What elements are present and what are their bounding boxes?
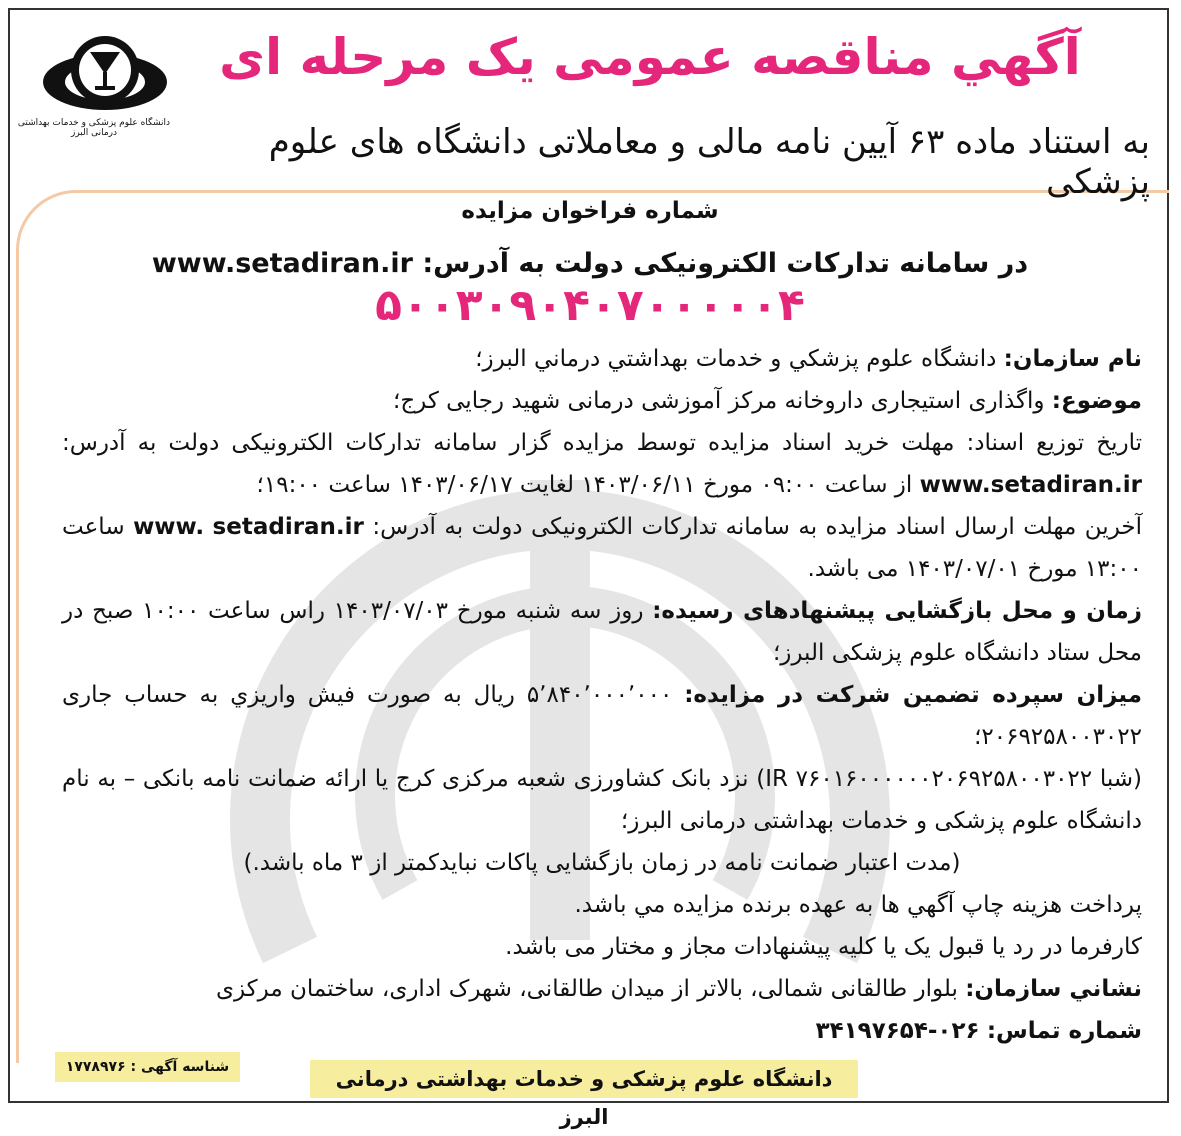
phone-line — [62, 1010, 1142, 1052]
distribution-suffix: از ساعت ۰۹:۰۰ مورخ ۱۴۰۳/۰۶/۱۱ لغایت ۱۴۰۳/۰۶/۱۷ ساعت ۱۹:۰۰؛ — [256, 472, 913, 498]
call-heading: شماره فراخوان مزایده — [461, 198, 719, 224]
system-line — [150, 248, 1030, 279]
phone-label: شماره تماس: — [986, 1018, 1142, 1044]
address-line — [62, 968, 1142, 1010]
subject-value: واگذاری استیجاری داروخانه مرکز آموزشی درمانی شهید رجایی کرج؛ — [393, 388, 1045, 414]
opening-label: زمان و محل بازگشایی پیشنهادهای رسیده: — [652, 598, 1143, 624]
footer-org-name: دانشگاه علوم پزشکی و خدمات بهداشتی درمانی البرز — [310, 1060, 858, 1098]
distribution-line — [62, 422, 1142, 506]
deadline-text: آخرین مهلت ارسال اسناد مزایده به سامانه تدارکات الکترونیکی دولت به آدرس: — [372, 514, 1143, 540]
employer-line: کارفرما در رد یا قبول یک یا کلیه پیشنهادات مجاز و مختار می باشد. — [505, 934, 1142, 960]
subject-label: موضوع: — [1051, 388, 1142, 414]
deposit-value: ۵٬۸۴۰٬۰۰۰٬۰۰۰ ریال به صورت فیش واریزي به حساب جاری ۲۰۶۹۲۵۸۰۰۳۰۲۲؛ — [62, 682, 1142, 750]
page-title: آگهي مناقصه عمومی یک مرحله ای — [219, 28, 1081, 86]
deadline-suffix: ساعت ۱۳:۰۰ مورخ ۱۴۰۳/۰۷/۰۱ می باشد. — [62, 514, 1142, 582]
opening-value: روز سه شنبه مورخ ۱۴۰۳/۰۷/۰۳ راس ساعت ۱۰:۰۰ صبح در محل ستاد دانشگاه علوم پزشکی البرز؛ — [62, 598, 1142, 666]
distribution-prefix: به آدرس: — [62, 430, 157, 456]
distribution-text: تاریخ توزیع اسناد: مهلت خرید اسناد مزایده توسط مزایده گزار سامانه تدارکات الکترونیکی دولت — [168, 430, 1142, 456]
page-subtitle: به استناد ماده ۶۳ آیین نامه مالی و معاملاتی دانشگاه های علوم پزشکی — [268, 122, 1150, 202]
org-label: نام سازمان: — [1003, 346, 1142, 372]
validity-line: (مدت اعتبار ضمانت نامه در زمان بازگشایی پاکات نبایدکمتر از ۳ ماه باشد.) — [243, 850, 961, 876]
sheba-line: (شبا IR ۷۶۰۱۶۰۰۰۰۰۰۲۰۶۹۲۵۸۰۰۳۰۲۲) نزد بانک کشاورزی شعبه مرکزی کرج یا ارائه ضمانت نامه بانکی – به نام دانشگاه علوم پزشکی و خدمات بهداشتی درمانی البرز؛ — [62, 766, 1143, 834]
deadline-line — [62, 506, 1142, 590]
subject-line — [62, 380, 1142, 422]
address-label: نشاني سازمان: — [965, 976, 1142, 1002]
notice-body — [62, 338, 1142, 1052]
system-url-link[interactable]: www.setadiran.ir — [151, 248, 413, 279]
phone-value: ۰۲۶-۳۴۱۹۷۶۵۴ — [815, 1018, 980, 1044]
address-value: بلوار طالقانی شمالی، بالاتر از میدان طالقانی، شهرک اداری، ساختمان مرکزی — [215, 976, 958, 1002]
deadline-url-link-a[interactable]: www. — [133, 514, 205, 540]
org-line — [62, 338, 1142, 380]
deposit-label: میزان سپرده تضمین شرکت در مزایده: — [684, 682, 1143, 708]
notice-id-badge: شناسه آگهی : ۱۷۷۸۹۷۶ — [55, 1052, 240, 1082]
distribution-url-link[interactable]: www.setadiran.ir — [919, 472, 1142, 498]
ad-cost-line: پرداخت هزینه چاپ آگهي ها به عهده برنده مزایده مي باشد. — [574, 892, 1142, 918]
org-value: دانشگاه علوم پزشكي و خدمات بهداشتي درماني البرز؛ — [475, 346, 997, 372]
deadline-url-link-b[interactable]: setadiran.ir — [212, 514, 364, 540]
tender-number: ۵۰۰۳۰۹۰۴۰۷۰۰۰۰۰۴ — [375, 280, 805, 331]
system-text: در سامانه تدارکات الکترونیکی دولت به آدرس: — [422, 248, 1029, 279]
opening-line — [62, 590, 1142, 674]
logo-caption: دانشگاه علوم پزشکی و خدمات بهداشتی درمانی البرز — [17, 118, 171, 138]
deposit-line — [62, 674, 1142, 758]
